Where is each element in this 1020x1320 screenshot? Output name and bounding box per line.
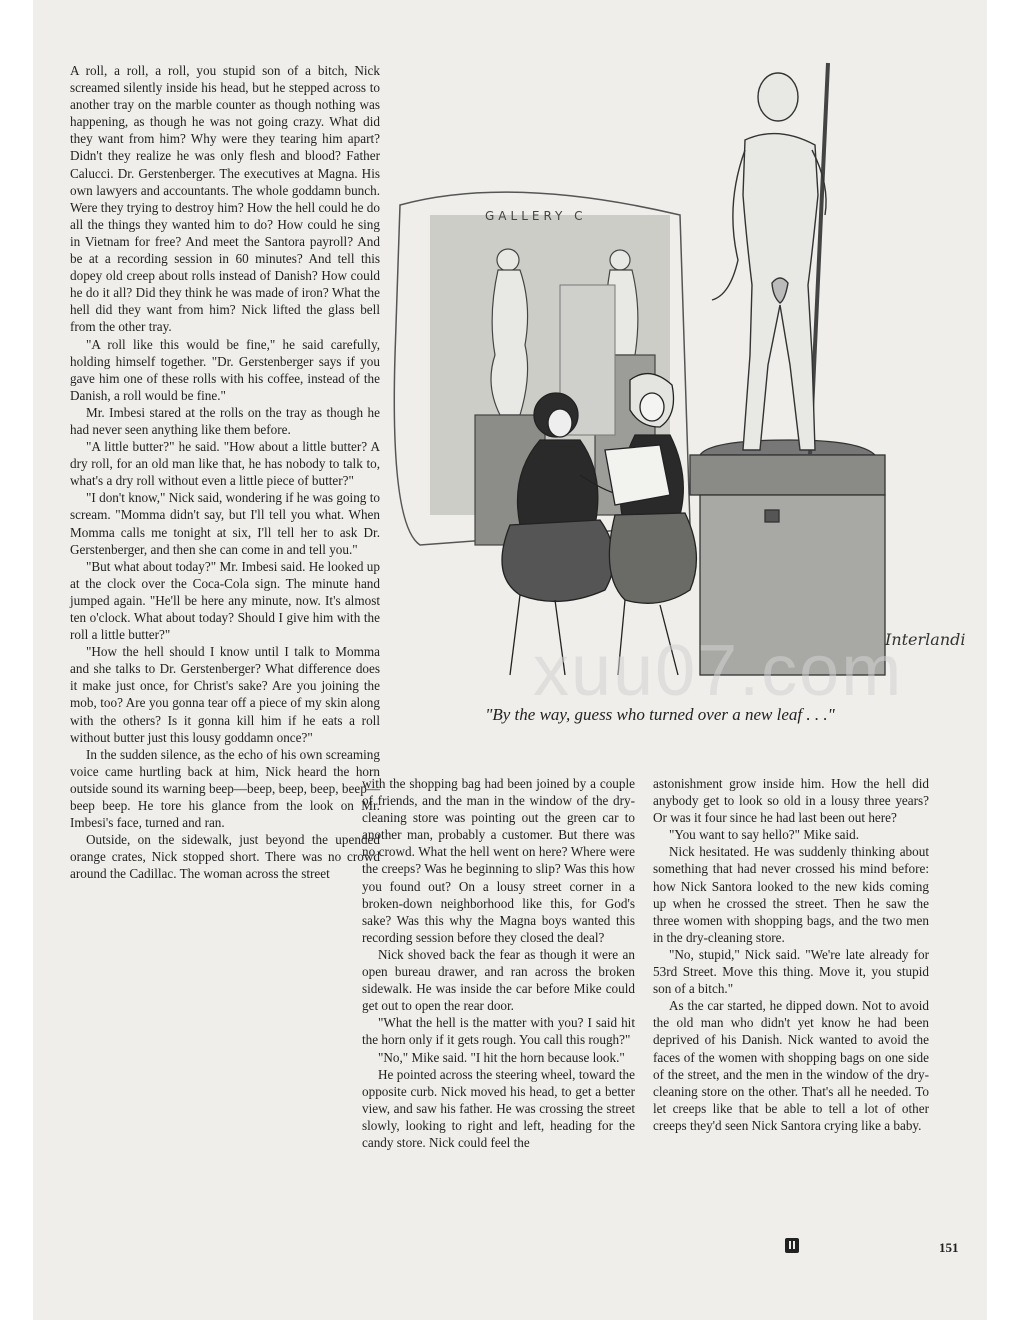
text-column-1 [70, 62, 380, 883]
page-number: 151 [939, 1240, 959, 1255]
cartoon-caption: "By the way, guess who turned over a new leaf . . ." [485, 705, 835, 724]
paragraph: "You want to say hello?" Mike said. [669, 827, 860, 843]
paragraph: astonishment grow inside him. How the hell did anybody get to look so old in a lousy three years? Or was it four since he had last been out here? [653, 776, 929, 826]
paragraph: "A roll like this would be fine," he said carefully, holding himself together. "Dr. Gerstenberger says if you gave him one of these rolls with his coffee, instead of the Danish, a roll would be fine." [70, 336, 380, 403]
paragraph: "I don't know," Nick said, wondering if he was going to scream. "Momma didn't say, but I'll tell you what. When Momma calls me tonight at six, I'll tell her to ask Dr. Gerstenberger, and then she can come in and tell you." [70, 490, 380, 557]
paragraph: Outside, on the sidewalk, just beyond the upended orange crates, Nick stopped short. There was no crowd around the Cadillac. The woman across the street [70, 832, 380, 882]
paragraph: "A little butter?" he said. "How about a little butter? A dry roll, for an old man like that, he has nobody to talk to, what's a dry roll without even a little piece of butter?" [70, 439, 380, 489]
paragraph: with the shopping bag had been joined by a couple of friends, and the man in the window of the dry-cleaning store was pointing out the green car to another man, probably a customer. But there was no crowd. What the hell went on here? Where were the creeps? Was he beginning to slip? Was this how you found out? On a lousy street corner in a broken-down neighborhood like this, for God's sake? Was this why the Magna boys wanted this recording session before they closed the deal? [362, 776, 635, 945]
paragraph: "How the hell should I know until I talk to Momma and she talks to Dr. Gerstenberger? What difference does it make just once, for Christ's sake? Are you joining the mob, too? Are you gonna tear off a piece of my skin along with the others? Is it gonna kill him if he eats a roll without butter just this lousy goddamn once?" [70, 644, 380, 745]
paragraph: "But what about today?" Mr. Imbesi said. He looked up at the clock over the Coca-Cola sign. The minute hand jumped again. "He'll be here any minute, now. It's almost ten o'clock. What about today? Should I give him with the roll a little butter?" [70, 558, 380, 643]
paragraph: Nick shoved back the fear as though it were an open bureau drawer, and ran across the broken sidewalk. He was inside the car before Mike could get out to open the rear door. [362, 946, 635, 1014]
cartoon-illustration [360, 55, 985, 705]
paragraph: Nick hesitated. He was suddenly thinking about something that had never crossed his mind before: how Nick Santora looked to the new kids coming up when he crossed the street. Then he saw the three women with shopping bags, and the two men in the dry-cleaning store. [653, 844, 929, 945]
main-statue [712, 63, 828, 455]
paragraph: Mr. Imbesi stared at the rolls on the tray as though he had never seen anything like them before. [70, 404, 380, 437]
paragraph: "No, stupid," Nick said. "We're late already for 53rd Street. Move this thing. Move it, you stupid son of a bitch." [653, 946, 929, 997]
playboy-bunny-logo-icon [785, 1238, 799, 1253]
gallery-sign: GALLERY C [485, 209, 587, 223]
paragraph: A roll, a roll, a roll, you stupid son of a bitch, Nick screamed silently inside his head, but he stepped across to another tray on the marble counter as though nothing was happening, as though he was not going crazy. What did they want from him? Why were they tearing him apart? Didn't they realize he was only flesh and blood? Father Calucci. Dr. Gerstenberger. The executives at Magna. His own lawyers and accountants. The whole goddamn bunch. Were they trying to destroy him? How the hell could he do all the things they wanted him to do? How could he sing in Vietnam for free? And meet the Santora payroll? And be at a recording session in 60 minutes? And tell this dopey old creep about rolls instead of Danish? How could he do it all? Did they think he was made of iron? What the hell did they want from him? Nick lifted the glass bell from the other tray. [70, 63, 380, 335]
magazine-page [33, 0, 987, 1320]
text-column-2 [362, 775, 635, 1151]
paragraph: He pointed across the steering wheel, toward the opposite curb. Nick moved his head, to get a better view, and saw his father. He was crossing the street slowly, looking to right and left, heading for the candy store. Nick could feel the [362, 1066, 635, 1150]
paragraph: As the car started, he dipped down. Not to avoid the old man who didn't yet know he had been deprived of his Danish. Nick wanted to avoid the faces of the women with shopping bags on one side of the street, and the men in the window of the dry-cleaning store on the other. That's all he needed. To let creeps like that be able to tell a lot of other creeps they'd seen Nick Santora crying like a baby. [653, 998, 929, 1133]
paragraph: "What the hell is the matter with you? I said hit the horn only if it gets rough. You call this rough?" [362, 1015, 635, 1048]
artist-signature: Interlandi [885, 630, 966, 649]
text-column-3 [653, 775, 929, 1134]
paragraph: In the sudden silence, as the echo of his own screaming voice came hurtling back at him, Nick heard the horn outside sound its warning beep—beep, beep, beep, beep—beep beep. He tore his glance from the look on Mr. Imbesi's face, turned and ran. [70, 746, 380, 831]
watermark: xuu07.com [533, 631, 904, 711]
paragraph: "No," Mike said. "I hit the horn because look." [378, 1049, 625, 1065]
